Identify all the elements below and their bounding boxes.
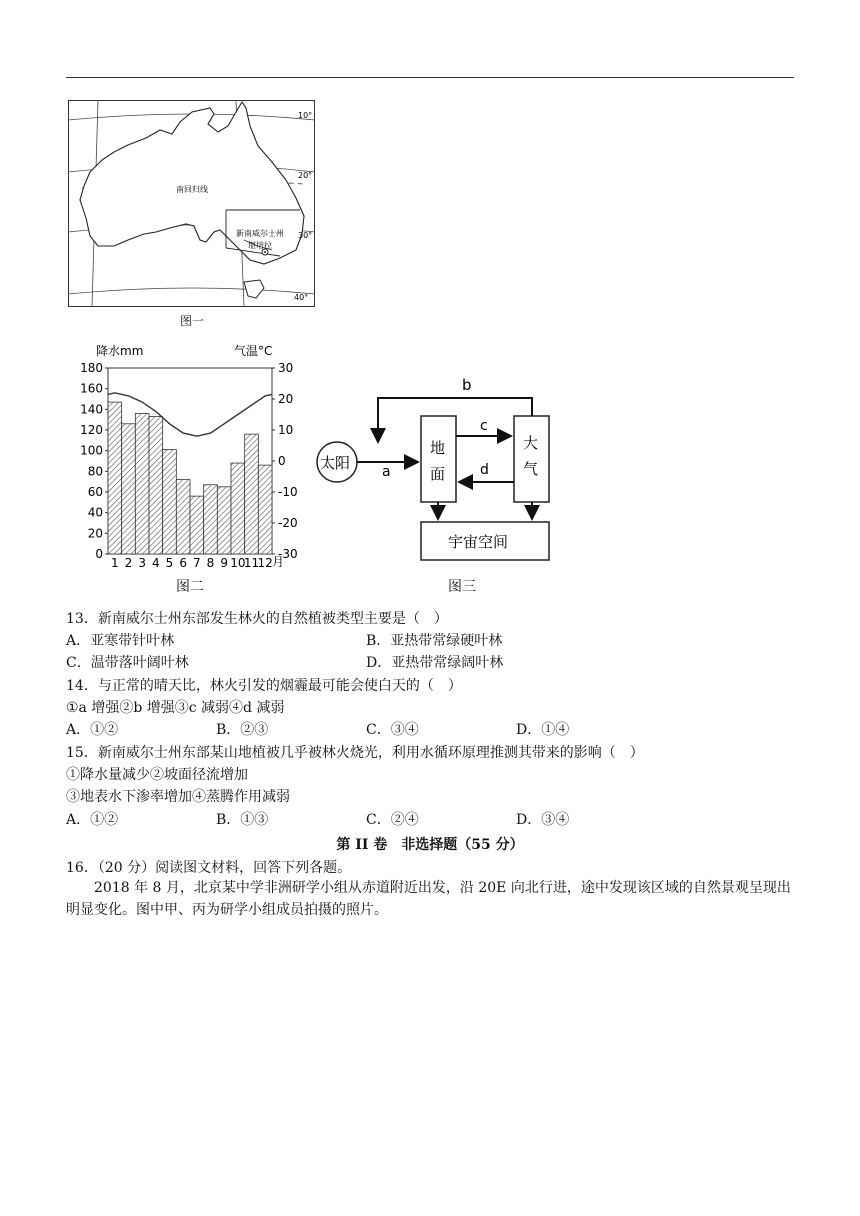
month-tick-label: 11 [243,556,260,570]
arrow-d-label: d [480,462,489,478]
month-tick-label: 5 [165,556,174,570]
q15-option-c: C．②④ [366,812,419,828]
left-tick-label: 80 [87,464,103,479]
precip-bar-5 [163,450,177,554]
atmos-label-1: 大 [523,434,539,452]
left-tick-label: 180 [80,361,103,375]
q15-option-a: A．①② [66,812,119,828]
precip-bar-10 [231,463,245,554]
fig1-caption: 图一 [180,314,205,328]
ground-box [421,416,456,502]
month-tick-label: 8 [206,556,215,570]
radiation-diagram [312,370,562,570]
atmosphere-box [514,416,549,502]
q13-option-a: A．亚寒带针叶林 [66,633,175,649]
lat-label-20: 20° [298,171,313,180]
precip-bar-7 [190,496,204,554]
left-tick-label: 0 [95,547,103,561]
month-tick-label: 9 [220,556,228,570]
q13-option-c: C．温带落叶阔叶林 [66,655,189,671]
q14-option-b: B．②③ [216,722,269,738]
lat-label-30: 30° [298,231,313,240]
q13-option-d: D．亚热带常绿阔叶林 [366,655,504,671]
section-title: 第 II 卷 非选择题（55 分） [336,837,524,853]
month-tick-label: 10 [230,556,246,570]
question-16-paragraph: 2018 年 8 月，北京某中学非洲研学小组从赤道附近出发，沿 20E 向北行进，途中发现该区域的自然景观呈现出明显变化。图中甲、丙为研学小组成员拍摄的照片。 [66,880,791,918]
precip-bar-11 [245,434,259,554]
month-tick-label: 6 [179,556,187,570]
climate-chart [70,343,302,575]
right-tick-label: -10 [278,485,298,499]
right-tick-label: 0 [278,454,286,468]
arrow-c-label: c [480,418,488,434]
precip-bar-4 [149,417,163,554]
q14-option-d: D．①④ [516,722,570,738]
right-tick-label: 20 [278,392,294,406]
question-14-statements: ①a 增强②b 增强③c 减弱④d 减弱 [66,700,285,716]
space-label: 宇宙空间 [448,533,509,551]
right-tick-label: 30 [278,361,294,375]
tropic-label: 南回归线 [176,185,208,194]
q13-option-b: B．亚热带常绿硬叶林 [366,633,503,649]
month-tick-label: 3 [138,556,146,570]
month-tick-label: 2 [124,556,133,570]
precip-bar-2 [122,424,136,554]
ground-label-2: 面 [430,465,446,483]
arrow-a-label: a [382,464,391,480]
fig2-caption: 图二 [176,579,204,595]
question-16-stem: 16．（20 分）阅读图文材料，回答下列各题。 [66,860,352,876]
q14-option-c: C．③④ [366,722,419,738]
x-unit-label: 月 [272,555,285,569]
question-15-stem: 15．新南威尔士州东部某山地植被几乎被林火烧光，利用水循环原理推测其带来的影响（ ） [66,745,644,761]
precip-bar-3 [135,413,149,554]
month-tick-label: 1 [111,556,119,570]
sun-label: 太阳 [320,454,351,472]
fig3-caption: 图三 [448,579,476,595]
left-tick-label: 60 [87,485,103,499]
precip-bar-6 [176,480,190,554]
q15-option-b: B．①③ [216,812,269,828]
lat-label-10: 10° [298,111,313,120]
right-tick-label: 10 [278,423,294,437]
q15-option-d: D．③④ [516,812,570,828]
left-unit-label: 降水mm [96,344,144,358]
header-rule [66,77,794,78]
ground-label-1: 地 [430,439,446,457]
atmos-label-2: 气 [523,460,539,478]
q14-option-a: A．①② [66,722,119,738]
precip-bar-12 [258,465,272,554]
nsw-label: 新南威尔士州 [236,229,284,238]
right-unit-label: 气温°C [234,344,273,358]
right-tick-label: -20 [278,516,298,530]
right-tick-label: -30 [278,547,298,561]
question-13-stem: 13．新南威尔士州东部发生林火的自然植被类型主要是（ ） [66,611,448,627]
australia-map [68,100,316,308]
left-tick-label: 120 [80,423,103,437]
left-tick-label: 20 [87,526,103,541]
arrow-b-label: b [462,376,472,394]
month-tick-label: 7 [193,556,201,570]
question-15-statements-1: ①降水量减少②坡面径流增加 [66,767,248,783]
lat-label-40: 40° [294,293,309,302]
precip-bar-1 [108,402,122,554]
month-tick-label: 4 [152,556,160,570]
left-tick-label: 100 [80,443,103,458]
month-tick-label: 12 [257,556,273,570]
left-tick-label: 140 [80,402,103,417]
question-15-statements-2: ③地表水下渗率增加④蒸腾作用减弱 [66,789,290,805]
left-tick-label: 160 [80,381,103,396]
left-tick-label: 40 [87,505,103,520]
canberra-label: 堪培拉 [248,241,272,250]
precip-bar-8 [204,485,218,554]
question-14-stem: 14．与正常的晴天比，林火引发的烟霾最可能会使白天的（ ） [66,678,462,694]
precip-bar-9 [217,487,231,554]
